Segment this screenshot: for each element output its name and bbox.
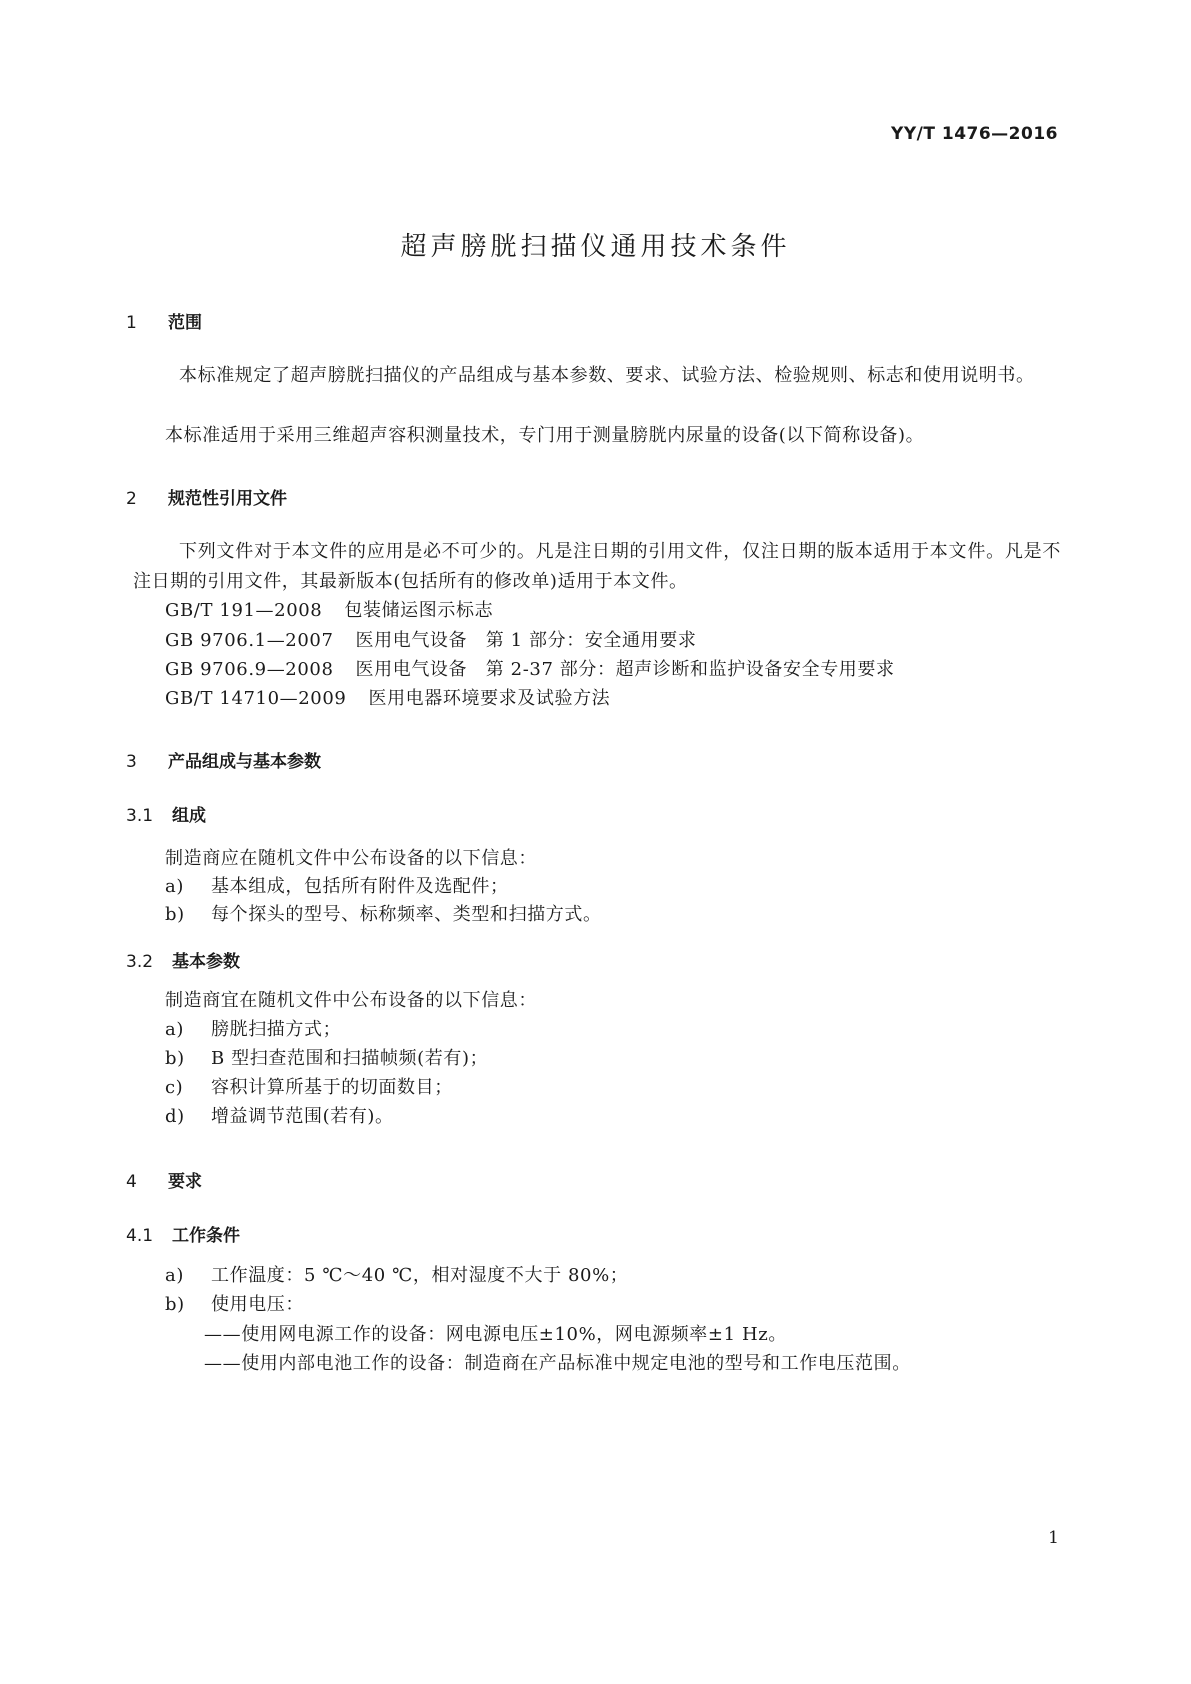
section-number: 1 [126,313,137,333]
list-marker: c) [165,1077,184,1098]
list-item [165,1015,341,1045]
subsection-title: 基本参数 [172,952,240,972]
list-marker: b) [165,1048,185,1069]
list-item [165,1261,628,1291]
section-title: 规范性引用文件 [168,489,287,509]
section-title: 产品组成与基本参数 [168,752,321,772]
reference-title: 医用电气设备 第 1 部分：安全通用要求 [355,630,697,651]
section-3-1-intro: 制造商应在随机文件中公布设备的以下信息： [165,848,537,869]
subsection-title: 工作条件 [172,1226,240,1246]
list-item [165,1290,304,1320]
section-number: 4 [126,1172,137,1192]
list-marker: b) [165,1294,185,1315]
section-1-paragraph-2: 本标准适用于采用三维超声容积测量技术，专门用于测量膀胱内尿量的设备(以下简称设备)。 [165,425,925,446]
list-item [165,1102,394,1132]
list-text: 增益调节范围(若有)。 [211,1106,394,1127]
section-number: 2 [126,489,137,509]
list-text: 每个探头的型号、标称频率、类型和扫描方式。 [211,904,602,925]
section-3-2-heading [126,947,240,972]
list-item [165,1073,453,1103]
list-text: B 型扫查范围和扫描帧频(若有)； [211,1048,489,1069]
section-2-heading [126,484,287,509]
section-2-paragraph: 下列文件对于本文件的应用是必不可少的。凡是注日期的引用文件，仅注日期的版本适用于本文件。凡是不注日期的引用文件，其最新版本(包括所有的修改单)适用于本文件。 [133,541,1061,592]
list-item [165,872,509,902]
section-3-2-intro: 制造商宜在随机文件中公布设备的以下信息： [165,990,537,1011]
standard-code: YY/T 1476—2016 [891,124,1058,144]
reference-code: GB 9706.9—2008 [165,659,334,680]
reference-title: 包装储运图示标志 [344,600,494,621]
subsection-number: 3.1 [126,806,154,826]
reference-item [165,596,493,626]
section-number: 3 [126,752,137,772]
list-item [165,1044,488,1074]
list-item [165,900,602,930]
list-marker: b) [165,904,185,925]
section-3-1-heading [126,801,206,826]
list-text: 基本组成，包括所有附件及选配件； [211,876,509,897]
list-text: 膀胱扫描方式； [211,1019,342,1040]
section-title: 要求 [168,1172,202,1192]
reference-title: 医用电器环境要求及试验方法 [368,688,611,709]
subsection-number: 4.1 [126,1226,154,1246]
reference-code: GB/T 14710—2009 [165,688,347,709]
list-marker: d) [165,1106,185,1127]
reference-title: 医用电气设备 第 2-37 部分：超声诊断和监护设备安全专用要求 [355,659,895,680]
list-text: 容积计算所基于的切面数目； [211,1077,453,1098]
section-3-heading [126,747,321,772]
dash-item: ——使用网电源工作的设备：网电源电压±10%，网电源频率±1 Hz。 [204,1324,787,1345]
reference-item [165,655,895,685]
reference-item [165,684,610,714]
section-4-1-heading [126,1221,240,1246]
reference-code: GB 9706.1—2007 [165,630,334,651]
subsection-number: 3.2 [126,952,154,972]
section-4-heading [126,1167,202,1192]
list-text: 使用电压： [211,1294,304,1315]
section-title: 范围 [168,313,202,333]
list-marker: a) [165,876,184,897]
section-1-paragraph-1: 本标准规定了超声膀胱扫描仪的产品组成与基本参数、要求、试验方法、检验规则、标志和使用说明书。 [179,365,1035,386]
subsection-title: 组成 [172,806,206,826]
list-marker: a) [165,1265,184,1286]
reference-code: GB/T 191—2008 [165,600,323,621]
document-title: 超声膀胱扫描仪通用技术条件 [400,232,791,262]
reference-item [165,626,696,656]
list-marker: a) [165,1019,184,1040]
list-text: 工作温度：5 ℃～40 ℃，相对湿度不大于 80%； [211,1265,629,1286]
section-1-heading [126,308,202,333]
page-number: 1 [1048,1528,1059,1548]
dash-item: ——使用内部电池工作的设备：制造商在产品标准中规定电池的型号和工作电压范围。 [204,1353,911,1374]
